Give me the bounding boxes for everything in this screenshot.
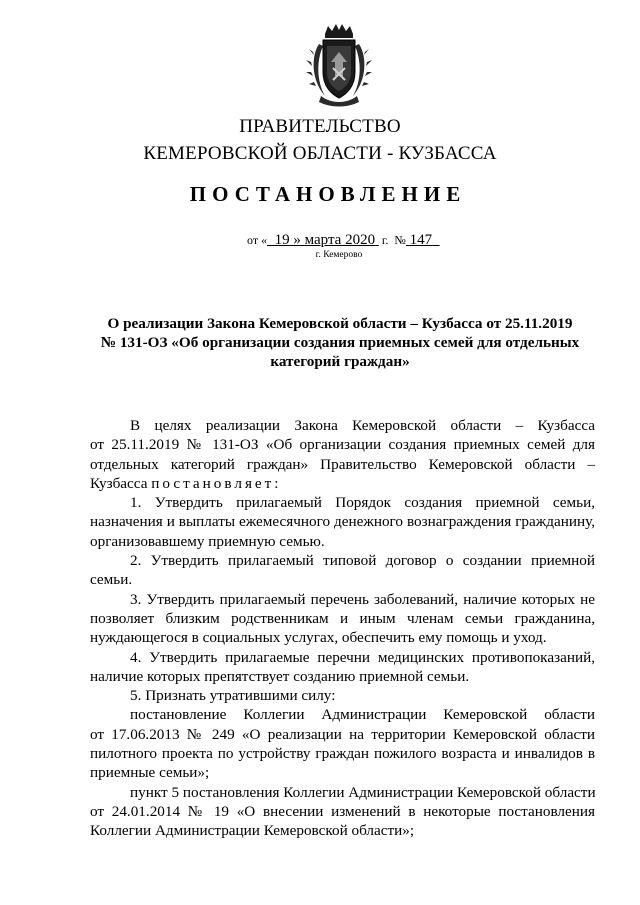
- title-line: О реализации Закона Кемеровской области – Кузбасса от 25.11.2019: [107, 315, 573, 332]
- body-line: пункт 5 постановления Коллегии Администрации Кемеровской области: [130, 783, 596, 801]
- date-month-year: марта 2020: [304, 232, 376, 248]
- document-type: ПОСТАНОВЛЕНИЕ: [189, 182, 467, 206]
- body-line: от 25.11.2019 № 131-ОЗ «Об организации создания приемных семей для: [90, 436, 595, 454]
- city-label: г. Кемерово: [315, 250, 363, 260]
- resolution-word: постановляет:: [151, 474, 282, 492]
- number-sign: №: [394, 233, 406, 247]
- body-line: отдельных категорий граждан» Правительство Кемеровской области –: [90, 455, 595, 473]
- body-line: 5. Признать утратившими силу:: [130, 687, 336, 705]
- body-line: позволяет близким родственникам и иным членам семьи гражданина,: [90, 609, 595, 627]
- document-number: 147: [409, 232, 433, 248]
- date-suffix: г.: [381, 233, 389, 247]
- date-number-line: [247, 232, 440, 249]
- title-line: № 131-ОЗ «Об организации создания приемных семей для отдельных: [100, 334, 580, 351]
- date-day: 19: [274, 232, 290, 248]
- body-line: от 24.01.2014 № 19 «О внесении изменений в некоторые постановления: [90, 802, 595, 820]
- body-line: приемные семьи»;: [90, 764, 210, 782]
- document-title: [90, 314, 590, 371]
- body-line: назначения и выплаты ежемесячного денежного вознаграждения гражданину,: [90, 513, 595, 531]
- coat-of-arms-icon: [303, 22, 375, 108]
- government-region: КЕМЕРОВСКОЙ ОБЛАСТИ - КУЗБАССА: [143, 143, 497, 164]
- date-prefix: от «: [247, 233, 268, 247]
- body-line: пилотного проекта по устройству граждан пожилого возраста и инвалидов в: [90, 745, 595, 763]
- date-mid: »: [293, 232, 301, 248]
- body-line: от 17.06.2013 № 249 «О реализации на территории Кемеровской области: [90, 725, 595, 743]
- body-line: 1. Утвердить прилагаемый Порядок создания приемной семьи,: [130, 494, 595, 512]
- body-line: нуждающегося в социальных услугах, обеспечить ему помощь и уход.: [90, 629, 547, 647]
- government-title: ПРАВИТЕЛЬСТВО: [239, 116, 401, 137]
- title-line: категорий граждан»: [270, 353, 410, 370]
- body-line: наличие которых препятствует созданию приемной семьи.: [90, 667, 470, 685]
- body-line: семьи.: [90, 571, 133, 589]
- body-line: Коллегии Администрации Кемеровской области»;: [90, 822, 415, 840]
- body-line: Кузбасса постановляет:: [90, 474, 282, 492]
- body-line: организовавшему приемную семью.: [90, 532, 325, 550]
- body-line: 3. Утвердить прилагаемый перечень заболеваний, наличие которых не: [130, 590, 595, 608]
- body-line: В целях реализации Закона Кемеровской области – Кузбасса: [130, 417, 595, 434]
- document-body: [90, 416, 595, 841]
- body-line: 4. Утвердить прилагаемые перечни медицинских противопоказаний,: [130, 648, 595, 666]
- body-line: постановление Коллегии Администрации Кемеровской области: [130, 706, 595, 724]
- body-line: 2. Утвердить прилагаемый типовой договор о создании приемной: [130, 552, 595, 570]
